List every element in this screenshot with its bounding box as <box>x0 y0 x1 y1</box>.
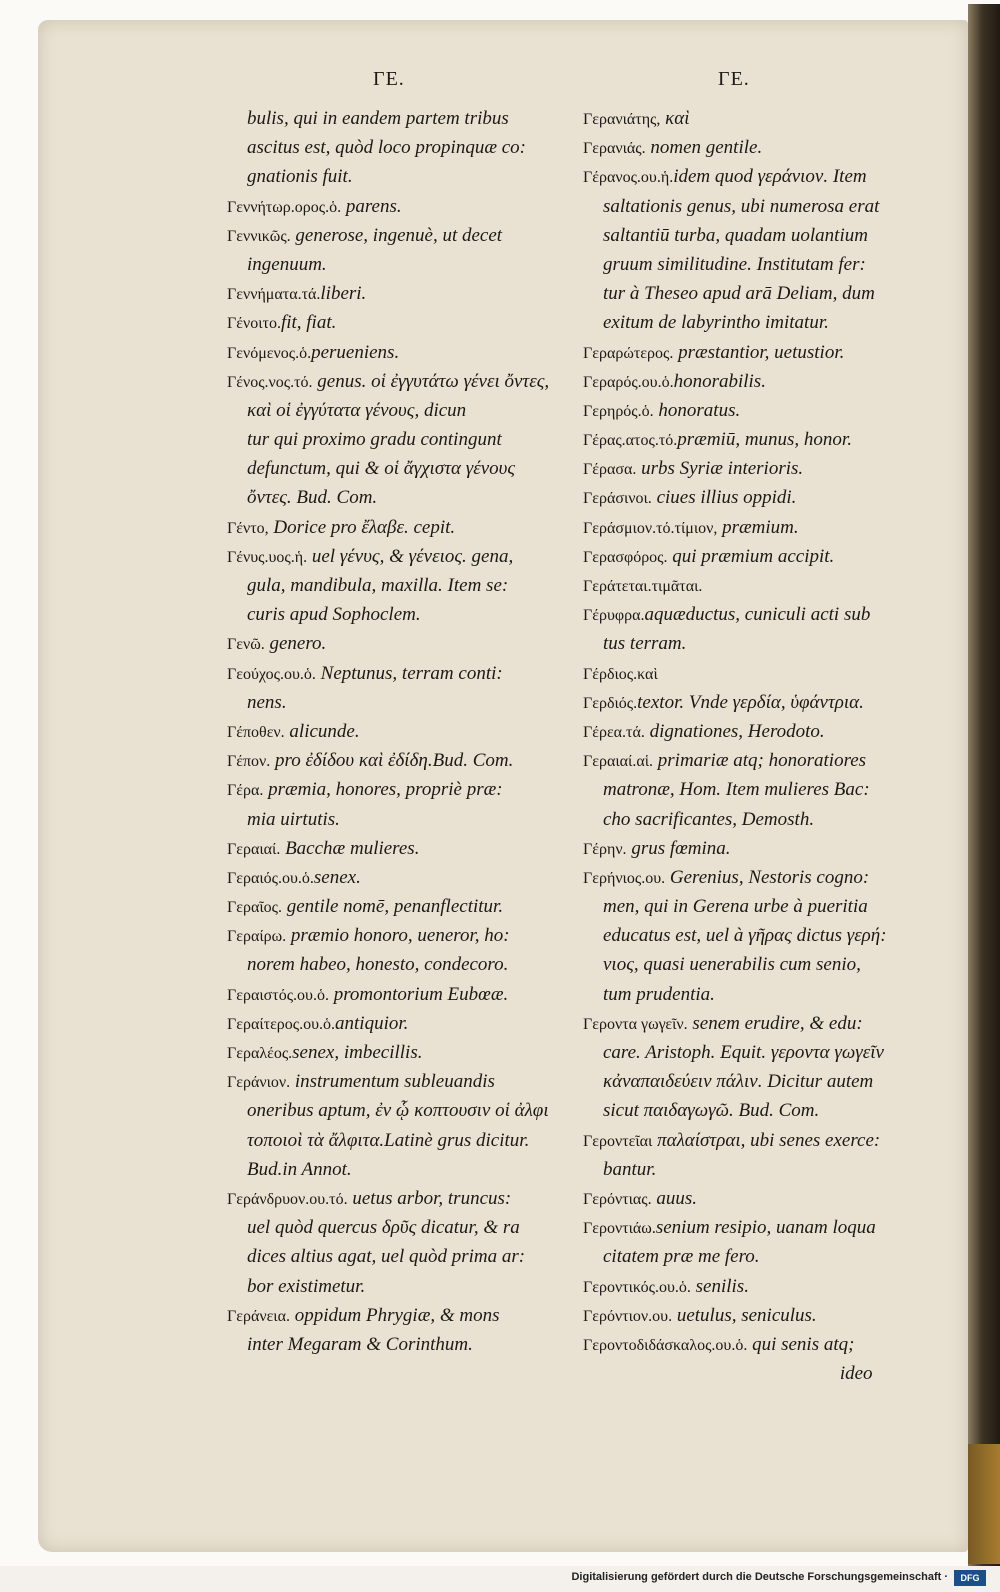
entry-continuation <box>583 279 887 308</box>
entry-text: senex, imbecillis. <box>292 1042 423 1063</box>
entry-text: ὄντες. Bud. Com. <box>247 487 378 509</box>
dictionary-entry <box>227 659 549 688</box>
headword: Γερανιάτης, <box>583 111 661 128</box>
headword: Γεραιαί. <box>227 840 281 858</box>
entry-continuation <box>227 1126 549 1155</box>
entry-text: inter Megaram & Corinthum. <box>247 1333 473 1355</box>
headword: Γέποθεν. <box>227 723 285 741</box>
entry-text: educatus est, uel à γῆρας dictus γερή: <box>603 925 887 947</box>
dictionary-entry <box>583 600 887 629</box>
headword: Γεραίτερος.ου.ὁ. <box>227 1015 336 1033</box>
entry-continuation <box>227 600 549 629</box>
left-column-entries <box>227 104 549 1359</box>
entry-text: dices altius agat, uel quòd prima ar: <box>247 1246 526 1268</box>
headword: Γεννήτωρ.ορος.ὁ. <box>227 198 342 216</box>
entry-text: promontorium Eubœæ. <box>328 983 509 1005</box>
entry-text: men, qui in Gerena urbe à pueritia <box>603 896 868 918</box>
dictionary-entry <box>583 746 887 775</box>
dictionary-entry <box>227 279 549 308</box>
headword: Γερήνιος.ου. <box>583 869 666 887</box>
entry-continuation <box>583 629 887 658</box>
headword: Γέπον. <box>227 753 271 771</box>
entry-continuation <box>227 1272 549 1301</box>
entry-text: παλαίστραι, ubi senes exerce: <box>652 1129 881 1151</box>
dictionary-entry <box>227 921 549 950</box>
funding-notice: Digitalisierung gefördert durch die Deutsche Forschungsgemeinschaft · <box>571 1571 948 1583</box>
dictionary-entry <box>583 513 887 542</box>
headword: Γεραίρω. <box>227 928 287 946</box>
dictionary-entry <box>583 542 887 571</box>
running-head-right: ΓΕ. <box>718 68 750 90</box>
entry-text: nomen gentile. <box>645 137 763 159</box>
entry-text: fit, fiat. <box>280 312 337 334</box>
entry-continuation <box>583 805 887 834</box>
entry-text: tur à Theseo apud arā Deliam, dum <box>603 283 875 305</box>
entry-text: grus fœmina. <box>626 837 731 859</box>
entry-text: ingenuum. <box>247 253 327 275</box>
headword: Γεραλέος. <box>227 1045 293 1062</box>
entry-text: Neptunus, terram conti: <box>315 662 503 684</box>
entry-text: bantur. <box>603 1158 657 1180</box>
entry-continuation <box>227 1213 549 1242</box>
dictionary-entry <box>583 717 887 746</box>
entry-continuation <box>227 483 549 512</box>
entry-text: qui senis atq; <box>747 1333 855 1355</box>
entry-continuation <box>227 396 549 425</box>
headword: Γεροντα γωγεῖν. <box>583 1015 688 1033</box>
headword: Γέντο, <box>227 519 269 537</box>
entry-text: bulis, qui in eandem partem tribus <box>247 108 509 129</box>
entry-text: καὶ οἱ ἐγγύτατα γένους, dicun <box>247 399 467 421</box>
dictionary-entry <box>583 1301 887 1330</box>
headword: Γεροντιάω. <box>583 1220 656 1238</box>
entry-text: saltantiū turba, quadam uolantium <box>603 224 868 246</box>
entry-continuation <box>583 221 887 250</box>
entry-continuation <box>227 1096 549 1125</box>
entry-text: citatem præ me fero. <box>603 1246 760 1268</box>
dictionary-entry <box>583 162 887 191</box>
dictionary-entry <box>227 980 549 1009</box>
dictionary-entry <box>227 542 549 571</box>
entry-text: matronæ, Hom. Item mulieres Bac: <box>603 779 870 801</box>
entry-continuation <box>583 892 887 921</box>
headword: Γέρα. <box>227 782 264 800</box>
entry-text: generose, ingenuè, ut decet <box>290 224 503 246</box>
entry-continuation <box>227 104 549 133</box>
headword: Γεράνεια. <box>227 1307 290 1325</box>
catchword <box>583 1359 887 1388</box>
headword: Γερανιάς. <box>583 140 646 158</box>
footer-bar <box>0 1566 1000 1592</box>
entry-continuation <box>227 425 549 454</box>
dictionary-entry <box>583 1272 887 1301</box>
headword: Γεροντεῖαι <box>583 1132 653 1150</box>
entry-text: uel γένυς, & γένειος. gena, <box>307 545 514 567</box>
entry-text: senium resipio, uanam loqua <box>655 1217 876 1239</box>
headword: Γεροντοδιδάσκαλος.ου.ὁ. <box>583 1336 748 1354</box>
entry-text: antiquior. <box>335 1012 409 1034</box>
entry-continuation <box>227 133 549 162</box>
dictionary-entry <box>583 571 887 600</box>
entry-text: primariæ atq; honoratiores <box>653 750 867 772</box>
entry-continuation <box>583 1242 887 1271</box>
entry-text: honoratus. <box>653 399 741 421</box>
headword: Γεραιαί.αἱ. <box>583 753 654 771</box>
entry-continuation <box>227 688 549 717</box>
dictionary-entry <box>583 396 887 425</box>
dictionary-entry <box>227 629 549 658</box>
headword: Γέρασα. <box>583 461 637 479</box>
headword: Γερασφόρος. <box>583 548 668 566</box>
headword: Γεούχος.ου.ὁ. <box>227 665 316 683</box>
headword: Γεραῖος. <box>227 899 282 917</box>
entry-text: exitum de labyrintho imitatur. <box>603 312 829 334</box>
entry-text: præmia, honores, propriè præ: <box>263 779 503 801</box>
entry-continuation <box>583 1155 887 1184</box>
dictionary-entry <box>227 1067 549 1096</box>
dictionary-entry <box>227 513 549 542</box>
dictionary-entry <box>583 1009 887 1038</box>
entry-text: tur qui proximo gradu contingunt <box>247 429 502 451</box>
headword: Γεράτεται.τιμᾶται. <box>583 578 703 595</box>
entry-text: mia uirtutis. <box>247 808 340 830</box>
dictionary-entry <box>227 1301 549 1330</box>
headword: Γέρδιος.καὶ <box>583 665 658 683</box>
dictionary-entry <box>583 338 887 367</box>
entry-text: instrumentum subleuandis <box>290 1071 495 1093</box>
entry-text: care. Aristoph. Equit. γεροντα γωγεῖν <box>603 1042 884 1063</box>
dictionary-entry <box>227 367 549 396</box>
entry-continuation <box>227 250 549 279</box>
entry-text: genus. οἱ ἐγγυτάτω γένει ὄντες, <box>312 370 550 392</box>
headword: Γεράνδρυον.ου.τό. <box>227 1190 348 1208</box>
headword: Γεράσινοι. <box>583 490 652 508</box>
dictionary-entry <box>583 659 887 688</box>
headword: Γενῶ. <box>227 636 265 654</box>
entry-text: gruum similitudine. Institutam fer: <box>603 253 866 275</box>
dictionary-entry <box>583 1126 887 1155</box>
headword: Γέρας.ατος.τό. <box>583 432 678 450</box>
dictionary-entry <box>227 338 549 367</box>
headword: Γεννικῶς. <box>227 227 291 245</box>
entry-text: Gerenius, Nestoris cogno: <box>665 866 870 888</box>
entry-text: uetus arbor, truncus: <box>347 1187 512 1209</box>
entry-continuation <box>583 192 887 221</box>
dictionary-entry <box>227 1009 549 1038</box>
dictionary-entry <box>227 308 549 337</box>
entry-text: Bacchæ mulieres. <box>280 837 420 859</box>
dictionary-entry <box>583 367 887 396</box>
dictionary-entry <box>227 1038 549 1067</box>
entry-continuation <box>583 950 887 979</box>
headword: Γενόμενος.ὁ. <box>227 344 312 362</box>
entry-text: senex. <box>313 866 361 888</box>
dictionary-entry <box>227 192 549 221</box>
entry-text: auus. <box>651 1187 698 1209</box>
entry-text: bor existimetur. <box>247 1275 366 1297</box>
entry-text: oneribus aptum, ἐν ᾧ κοπτουσιν οἱ ἀλφι <box>247 1100 549 1122</box>
book-edge <box>968 4 1000 1566</box>
dictionary-entry <box>583 133 887 162</box>
headword: Γεραρός.ου.ὁ. <box>583 373 674 391</box>
entry-continuation <box>583 250 887 279</box>
dictionary-entry <box>583 1184 887 1213</box>
headword: Γέρην. <box>583 840 627 858</box>
entry-continuation <box>583 921 887 950</box>
headword: Γεραιστός.ου.ὁ. <box>227 986 329 1004</box>
entry-continuation <box>227 162 549 191</box>
dictionary-entry <box>227 892 549 921</box>
entry-text: honorabilis. <box>673 370 766 392</box>
dictionary-entry <box>227 746 549 775</box>
entry-text: καὶ <box>660 108 690 129</box>
entry-text: κἀναπαιδεύειν πάλιν. Dicitur autem <box>603 1071 874 1093</box>
entry-text: sicut παιδαγωγῶ. Bud. Com. <box>603 1100 820 1122</box>
entry-text: præmio honoro, ueneror, ho: <box>286 925 510 947</box>
entry-text: uel quòd quercus δρῦς dicatur, & ra <box>247 1217 520 1239</box>
dictionary-entry <box>227 775 549 804</box>
entry-text: dignationes, Herodoto. <box>644 720 825 742</box>
entry-continuation <box>583 1038 887 1067</box>
entry-text: gula, mandibula, maxilla. Item se: <box>247 575 509 596</box>
entry-text: curis apud Sophoclem. <box>247 604 421 626</box>
entry-text: saltationis genus, ubi numerosa erat <box>603 195 880 217</box>
entry-text: idem quod γεράνιον. Item <box>673 166 867 188</box>
entry-text: uetulus, seniculus. <box>672 1304 817 1326</box>
headword: Γερηρός.ὁ. <box>583 402 654 420</box>
dictionary-entry <box>583 104 887 133</box>
entry-continuation <box>227 454 549 483</box>
entry-text: ascitus est, quòd loco propinquæ co: <box>247 137 526 159</box>
headword: Γένυς.υος.ἡ. <box>227 548 308 566</box>
running-head-left: ΓΕ. <box>373 68 405 90</box>
dictionary-entry <box>583 688 887 717</box>
entry-text: genero. <box>264 633 327 655</box>
dictionary-entry <box>583 1213 887 1242</box>
entry-text: Bud.in Annot. <box>247 1158 352 1180</box>
entry-continuation <box>227 571 549 600</box>
entry-continuation <box>583 1096 887 1125</box>
entry-continuation <box>227 805 549 834</box>
dictionary-entry <box>227 221 549 250</box>
entry-continuation <box>583 308 887 337</box>
entry-text: nens. <box>247 691 287 713</box>
dictionary-entry <box>583 863 887 892</box>
entry-text: tum prudentia. <box>603 983 715 1005</box>
entry-text: perueniens. <box>311 341 400 363</box>
entry-continuation <box>583 980 887 1009</box>
entry-text: senilis. <box>690 1275 749 1297</box>
entry-text: cho sacrificantes, Demosth. <box>603 808 815 830</box>
entry-text: tus terram. <box>603 633 687 655</box>
dictionary-entry <box>227 717 549 746</box>
entry-text: qui præmium accipit. <box>667 545 835 567</box>
entry-text: textor. Vnde γερδία, ὑφάντρια. <box>637 691 864 713</box>
headword: Γεροντικός.ου.ὁ. <box>583 1278 691 1296</box>
headword: Γέρεα.τά. <box>583 723 645 741</box>
entry-text: alicunde. <box>284 720 360 742</box>
entry-text: ciues illius oppidi. <box>651 487 797 509</box>
entry-text: præmium. <box>717 516 799 538</box>
headword: Γερόντιον.ου. <box>583 1307 673 1325</box>
headword: Γεράνιον. <box>227 1074 291 1092</box>
entry-continuation <box>227 1155 549 1184</box>
entry-continuation <box>583 775 887 804</box>
headword: Γένοιτο. <box>227 315 281 333</box>
dictionary-entry <box>583 454 887 483</box>
dictionary-entry <box>227 1184 549 1213</box>
entry-text: gnationis fuit. <box>247 166 353 188</box>
entry-continuation <box>227 950 549 979</box>
dictionary-entry <box>583 1330 887 1359</box>
dictionary-entry <box>227 834 549 863</box>
headword: Γεννήματα.τά. <box>227 286 321 304</box>
entry-continuation <box>227 1242 549 1271</box>
entry-continuation <box>583 1067 887 1096</box>
headword: Γερόντιας. <box>583 1190 652 1208</box>
headword: Γέρυφρα. <box>583 607 645 625</box>
entry-continuation <box>227 1330 549 1359</box>
entry-text: aquæductus, cuniculi acti sub <box>644 604 871 626</box>
entry-text: defunctum, qui & οἱ ἄγχιστα γένους <box>247 458 516 480</box>
headword: Γερδιός. <box>583 694 638 712</box>
entry-text: Dorice pro ἔλαβε. cepit. <box>268 516 456 538</box>
headword: Γέρανος.ου.ἡ. <box>583 169 674 187</box>
dictionary-entry <box>227 863 549 892</box>
entry-text: senem erudire, & edu: <box>687 1012 863 1034</box>
headword: Γεραρώτερος. <box>583 344 674 362</box>
headword: Γεράσμιον.τό.τίμιον, <box>583 519 718 537</box>
headword: Γεραιός.ου.ὁ. <box>227 869 314 887</box>
headword: Γένος.νος.τό. <box>227 373 313 391</box>
entry-text: νιος, quasi uenerabilis cum senio, <box>603 954 861 976</box>
entry-text: ideo <box>839 1363 873 1385</box>
dfg-logo: DFG <box>954 1570 986 1586</box>
entry-text: præmiū, munus, honor. <box>677 429 852 451</box>
right-column-entries <box>583 104 887 1388</box>
dictionary-entry <box>583 834 887 863</box>
dictionary-entry <box>583 425 887 454</box>
entry-text: gentile nomē, penanflectitur. <box>281 896 504 918</box>
entry-text: liberi. <box>320 283 367 305</box>
entry-text: urbs Syriæ interioris. <box>636 458 804 480</box>
entry-text: oppidum Phrygiæ, & mons <box>289 1304 500 1326</box>
entry-text: norem habeo, honesto, condecoro. <box>247 954 509 976</box>
entry-text: parens. <box>341 195 402 217</box>
dictionary-entry <box>583 483 887 512</box>
entry-text: pro ἐδίδου καὶ ἐδίδη.Bud. Com. <box>270 750 514 772</box>
entry-text: τοποιοὶ τὰ ἄλφιτα.Latinè grus dicitur. <box>247 1129 530 1151</box>
entry-text: præstantior, uetustior. <box>673 341 845 363</box>
